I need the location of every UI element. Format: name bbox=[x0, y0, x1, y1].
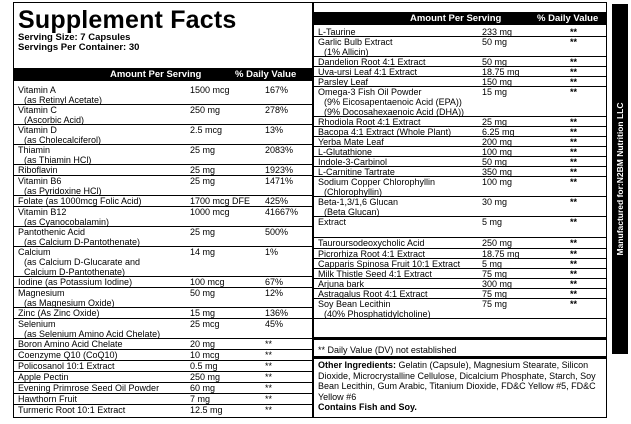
supplement-facts-right-panel bbox=[313, 2, 607, 418]
nutrient-label: Garlic Bulb Extract bbox=[318, 37, 393, 47]
nutrient-daily-value: 1% bbox=[265, 247, 279, 257]
nutrient-label: L-Glutathione bbox=[318, 147, 373, 157]
nutrient-row bbox=[14, 165, 312, 176]
nutrient-label: Sodium Copper Chlorophyllin bbox=[318, 177, 436, 187]
other-ingredients-label: Other Ingredients: bbox=[318, 360, 397, 370]
nutrient-row bbox=[14, 196, 312, 207]
nutrient-row bbox=[314, 87, 606, 117]
nutrient-amount: 15 mg bbox=[190, 308, 216, 318]
nutrient-daily-value: ** bbox=[570, 37, 578, 47]
nutrient-daily-value: ** bbox=[570, 57, 578, 67]
nutrient-amount: 25 mg bbox=[190, 227, 216, 237]
nutrient-amount: 250 mg bbox=[482, 238, 513, 248]
nutrient-label: Tauroursodeoxycholic Acid bbox=[318, 238, 425, 248]
nutrient-name bbox=[318, 279, 364, 289]
nutrient-daily-value: ** bbox=[570, 289, 578, 299]
nutrient-label: Rhodiola Root 4:1 Extract bbox=[318, 117, 421, 127]
nutrient-label: Folate (as 1000mcg Folic Acid) bbox=[18, 196, 142, 206]
nutrient-source: (as Retinyl Acetate) bbox=[24, 95, 103, 105]
nutrient-daily-value: 136% bbox=[265, 308, 289, 318]
nutrient-name bbox=[318, 259, 460, 269]
nutrient-name bbox=[318, 167, 395, 177]
allergen-statement: Contains Fish and Soy. bbox=[318, 402, 417, 412]
nutrient-daily-value: ** bbox=[265, 394, 273, 404]
nutrient-amount: 15 mg bbox=[482, 87, 508, 97]
nutrient-daily-value: 425% bbox=[265, 196, 289, 206]
nutrient-amount: 100 mcg bbox=[190, 277, 225, 287]
nutrient-daily-value: ** bbox=[265, 350, 273, 360]
nutrient-amount: 25 mcg bbox=[190, 319, 220, 329]
nutrient-amount: 350 mg bbox=[482, 167, 513, 177]
nutrient-label: Vitamin A bbox=[18, 85, 56, 95]
right-nutrient-list bbox=[314, 27, 606, 319]
nutrient-source: (as Cyanocobalamin) bbox=[24, 217, 110, 227]
nutrient-label: Bacopa 4:1 Extract (Whole Plant) bbox=[318, 127, 452, 137]
nutrient-label: Turmeric Root 10:1 Extract bbox=[18, 405, 126, 415]
nutrient-label: Vitamin B12 bbox=[18, 207, 67, 217]
nutrient-amount: 12.5 mg bbox=[190, 405, 223, 415]
nutrient-daily-value: ** bbox=[265, 372, 273, 382]
nutrient-amount: 50 mg bbox=[482, 37, 508, 47]
nutrient-amount: 1500 mcg bbox=[190, 85, 230, 95]
nutrient-row bbox=[314, 249, 606, 259]
nutrient-amount: 25 mg bbox=[190, 165, 216, 175]
daily-value-header: % Daily Value bbox=[235, 69, 297, 80]
nutrient-daily-value: 13% bbox=[265, 125, 284, 135]
nutrient-daily-value: ** bbox=[570, 249, 578, 259]
nutrient-row bbox=[314, 289, 606, 299]
nutrient-daily-value: ** bbox=[570, 157, 578, 167]
nutrient-daily-value: ** bbox=[570, 197, 578, 207]
nutrient-row bbox=[314, 238, 606, 249]
nutrient-daily-value: 1471% bbox=[265, 176, 294, 186]
nutrient-name bbox=[18, 247, 140, 277]
nutrient-name bbox=[318, 147, 372, 157]
nutrient-amount: 0.5 mg bbox=[190, 361, 218, 371]
nutrient-amount: 50 mg bbox=[482, 157, 508, 167]
nutrient-row bbox=[314, 77, 606, 87]
nutrient-row bbox=[14, 85, 312, 105]
manufacturer-text: Manufactured for:N2BM Nutrition LLC bbox=[615, 102, 625, 256]
nutrient-amount: 200 mg bbox=[482, 137, 513, 147]
thick-divider bbox=[314, 337, 606, 340]
nutrient-daily-value: ** bbox=[570, 259, 578, 269]
amount-header: Amount Per Serving bbox=[110, 69, 202, 80]
nutrient-source: (as Magnesium Oxide) bbox=[24, 298, 115, 308]
nutrient-row bbox=[314, 269, 606, 279]
nutrient-row bbox=[314, 167, 606, 177]
amount-header: Amount Per Serving bbox=[410, 13, 502, 24]
nutrient-daily-value: 41667% bbox=[265, 207, 299, 217]
nutrient-label: Yerba Mate Leaf bbox=[318, 137, 384, 147]
nutrient-daily-value: ** bbox=[570, 147, 578, 157]
nutrient-amount: 150 mg bbox=[482, 77, 513, 87]
nutrient-source: (as Cholecalciferol) bbox=[24, 135, 102, 145]
nutrient-name bbox=[318, 137, 384, 147]
nutrient-source: (as Calcium D-Pantothenate) bbox=[24, 237, 141, 247]
nutrient-daily-value: ** bbox=[265, 361, 273, 371]
nutrient-row bbox=[314, 137, 606, 147]
nutrient-daily-value: 67% bbox=[265, 277, 284, 287]
nutrient-daily-value: ** bbox=[570, 299, 578, 309]
nutrient-label: Pantothenic Acid bbox=[18, 227, 86, 237]
nutrient-name bbox=[318, 57, 426, 67]
nutrient-amount: 50 mg bbox=[482, 57, 508, 67]
nutrient-name bbox=[318, 217, 346, 227]
nutrient-row bbox=[14, 125, 312, 145]
nutrient-amount: 75 mg bbox=[482, 289, 508, 299]
supplement-facts-left-panel bbox=[13, 2, 313, 418]
dv-note: ** Daily Value (DV) not established bbox=[318, 345, 457, 355]
nutrient-label: Iodine (as Potassium Iodine) bbox=[18, 277, 133, 287]
nutrient-daily-value: 500% bbox=[265, 227, 289, 237]
nutrient-name bbox=[18, 207, 109, 227]
nutrient-row bbox=[14, 176, 312, 196]
manufacturer-bar bbox=[612, 4, 628, 354]
nutrient-daily-value: ** bbox=[570, 167, 578, 177]
nutrient-name bbox=[18, 308, 100, 318]
nutrient-source: (40% Phosphatidylcholine) bbox=[324, 309, 431, 319]
nutrient-label: Boron Amino Acid Chelate bbox=[18, 339, 123, 349]
nutrient-row bbox=[14, 361, 312, 372]
nutrient-source: (Beta Glucan) bbox=[324, 207, 380, 217]
nutrient-label: Thiamin bbox=[18, 145, 51, 155]
nutrient-daily-value: 167% bbox=[265, 85, 289, 95]
nutrient-label: Milk Thistle Seed 4:1 Extract bbox=[318, 269, 432, 279]
nutrient-label: Vitamin B6 bbox=[18, 176, 62, 186]
nutrient-amount: 75 mg bbox=[482, 299, 508, 309]
nutrient-name bbox=[18, 125, 101, 145]
nutrient-name bbox=[318, 197, 398, 217]
nutrient-name bbox=[18, 383, 159, 393]
nutrient-daily-value: 278% bbox=[265, 105, 289, 115]
nutrient-row bbox=[314, 157, 606, 167]
nutrient-row bbox=[314, 217, 606, 238]
nutrient-name bbox=[18, 394, 77, 404]
nutrient-label: Beta-1,3/1,6 Glucan bbox=[318, 197, 399, 207]
nutrient-source: (as Pyridoxine HCl) bbox=[24, 186, 102, 196]
nutrient-daily-value: ** bbox=[570, 177, 578, 187]
nutrient-row bbox=[14, 394, 312, 405]
nutrient-row bbox=[14, 277, 312, 288]
nutrient-label: L-Carnitine Tartrate bbox=[318, 167, 395, 177]
nutrient-row bbox=[314, 117, 606, 127]
nutrient-name bbox=[18, 145, 91, 165]
nutrient-name bbox=[318, 127, 451, 137]
nutrient-row bbox=[314, 177, 606, 197]
nutrient-amount: 60 mg bbox=[190, 383, 216, 393]
nutrient-daily-value: ** bbox=[570, 87, 578, 97]
nutrient-name bbox=[318, 67, 417, 77]
nutrient-row bbox=[314, 67, 606, 77]
nutrient-amount: 50 mg bbox=[190, 288, 216, 298]
nutrient-daily-value: 2083% bbox=[265, 145, 294, 155]
nutrient-name bbox=[18, 277, 132, 287]
serving-size: Serving Size: 7 Capsules bbox=[18, 32, 131, 43]
nutrient-daily-value: ** bbox=[265, 383, 273, 393]
other-ingredients-text: Gelatin (Capsule), Magnesium Stearate, Silicon Dioxide, Microcrystalline Cellulose, Dicalcium Phosphate, Starch, Soy Bean Lecithin, Gum Arabic, Titanium Dioxide, FD&C Yellow #5, FD&C Yellow #6 bbox=[318, 360, 596, 402]
nutrient-amount: 100 mg bbox=[482, 147, 513, 157]
nutrient-label: Soy Bean Lecithin bbox=[318, 299, 391, 309]
nutrient-row bbox=[14, 339, 312, 350]
nutrient-label: Policosanol 10:1 Extract bbox=[18, 361, 115, 371]
nutrient-daily-value: 12% bbox=[265, 288, 284, 298]
nutrient-label: Calcium bbox=[18, 247, 51, 257]
nutrient-daily-value: ** bbox=[570, 269, 578, 279]
nutrient-amount: 250 mg bbox=[190, 372, 221, 382]
nutrient-label: Capparis Spinosa Fruit 10:1 Extract bbox=[318, 259, 461, 269]
nutrient-name bbox=[18, 176, 102, 196]
nutrient-row bbox=[314, 279, 606, 289]
nutrient-source: (1% Allicin) bbox=[324, 47, 369, 57]
nutrient-amount: 18.75 mg bbox=[482, 67, 520, 77]
nutrient-daily-value: ** bbox=[265, 339, 273, 349]
thick-divider bbox=[314, 356, 606, 359]
nutrient-amount: 233 mg bbox=[482, 27, 513, 37]
nutrient-source: (as Calcium D-Glucarate and bbox=[24, 257, 141, 267]
nutrient-row bbox=[14, 405, 312, 418]
nutrient-label: Selenium bbox=[18, 319, 56, 329]
nutrient-source: (Ascorbic Acid) bbox=[24, 115, 85, 125]
nutrient-daily-value: ** bbox=[570, 238, 578, 248]
nutrient-name bbox=[18, 85, 102, 105]
nutrient-row bbox=[14, 105, 312, 125]
other-ingredients bbox=[318, 360, 602, 413]
nutrient-name bbox=[18, 405, 125, 415]
nutrient-daily-value: ** bbox=[570, 279, 578, 289]
nutrient-amount: 100 mg bbox=[482, 177, 513, 187]
nutrient-label: Hawthorn Fruit bbox=[18, 394, 78, 404]
nutrient-daily-value: ** bbox=[570, 137, 578, 147]
nutrient-row bbox=[14, 350, 312, 361]
nutrient-source: (Chlorophyllin) bbox=[324, 187, 383, 197]
servings-per-container: Servings Per Container: 30 bbox=[18, 42, 140, 53]
nutrient-name bbox=[318, 77, 368, 87]
nutrient-label: Apple Pectin bbox=[18, 372, 69, 382]
nutrient-name bbox=[18, 361, 115, 371]
nutrient-name bbox=[318, 289, 428, 299]
nutrient-row bbox=[14, 383, 312, 394]
nutrient-amount: 2.5 mcg bbox=[190, 125, 223, 135]
nutrient-row bbox=[14, 227, 312, 247]
nutrient-label: Picrorhiza Root 4:1 Extract bbox=[318, 249, 426, 259]
nutrient-row bbox=[14, 145, 312, 165]
right-column-header bbox=[314, 12, 606, 25]
nutrient-amount: 5 mg bbox=[482, 259, 503, 269]
nutrient-row bbox=[314, 127, 606, 137]
nutrient-row bbox=[314, 299, 606, 319]
nutrient-amount: 6.25 mg bbox=[482, 127, 515, 137]
nutrient-daily-value: 1923% bbox=[265, 165, 294, 175]
nutrient-amount: 300 mg bbox=[482, 279, 513, 289]
nutrient-source: Calcium D-Pantothenate) bbox=[24, 267, 126, 277]
nutrient-source: (as Selenium Amino Acid Chelate) bbox=[24, 329, 161, 339]
nutrient-name bbox=[318, 269, 432, 279]
nutrient-name bbox=[18, 372, 69, 382]
nutrient-amount: 7 mg bbox=[190, 394, 211, 404]
nutrient-daily-value: ** bbox=[570, 67, 578, 77]
nutrient-amount: 25 mg bbox=[482, 117, 508, 127]
nutrient-amount: 14 mg bbox=[190, 247, 216, 257]
nutrient-name bbox=[18, 319, 160, 339]
nutrient-label: Uva-ursi Leaf 4:1 Extract bbox=[318, 67, 418, 77]
nutrient-amount: 75 mg bbox=[482, 269, 508, 279]
nutrient-row bbox=[14, 288, 312, 308]
nutrient-label: Zinc (As Zinc Oxide) bbox=[18, 308, 100, 318]
nutrient-source: (9% Docosahexaenoic Acid (DHA)) bbox=[324, 107, 465, 117]
nutrient-name bbox=[18, 350, 118, 360]
nutrient-name bbox=[18, 288, 115, 308]
nutrient-amount: 1000 mcg bbox=[190, 207, 230, 217]
nutrient-label: Arjuna bark bbox=[318, 279, 365, 289]
nutrient-row bbox=[314, 57, 606, 67]
nutrient-label: Vitamin C bbox=[18, 105, 57, 115]
panel-title: Supplement Facts bbox=[18, 6, 237, 34]
nutrient-daily-value: ** bbox=[570, 217, 578, 227]
nutrient-name bbox=[318, 238, 425, 248]
nutrient-daily-value: ** bbox=[570, 127, 578, 137]
nutrient-label: L-Taurine bbox=[318, 27, 356, 37]
nutrient-amount: 25 mg bbox=[190, 176, 216, 186]
nutrient-label: Omega-3 Fish Oil Powder bbox=[318, 87, 422, 97]
daily-value-header: % Daily Value bbox=[537, 13, 599, 24]
nutrient-name bbox=[318, 177, 435, 197]
nutrient-source: (as Thiamin HCl) bbox=[24, 155, 92, 165]
nutrient-daily-value: 45% bbox=[265, 319, 284, 329]
nutrient-row bbox=[14, 207, 312, 227]
nutrient-amount: 10 mcg bbox=[190, 350, 220, 360]
nutrient-row bbox=[314, 259, 606, 269]
nutrient-label: Extract bbox=[318, 217, 347, 227]
nutrient-name bbox=[18, 105, 84, 125]
nutrient-name bbox=[318, 117, 421, 127]
nutrient-source: (9% Eicosapentaenoic Acid (EPA)) bbox=[324, 97, 462, 107]
nutrient-name bbox=[18, 339, 123, 349]
nutrient-label: Riboflavin bbox=[18, 165, 58, 175]
nutrient-label: Magnesium bbox=[18, 288, 65, 298]
nutrient-label: Parsley Leaf bbox=[318, 77, 369, 87]
nutrient-amount: 18.75 mg bbox=[482, 249, 520, 259]
nutrient-name bbox=[318, 37, 393, 57]
nutrient-label: Dandelion Root 4:1 Extract bbox=[318, 57, 426, 67]
nutrient-row bbox=[14, 372, 312, 383]
left-column-header bbox=[14, 68, 312, 81]
nutrient-amount: 5 mg bbox=[482, 217, 503, 227]
left-nutrient-list bbox=[14, 85, 312, 418]
nutrient-row bbox=[14, 319, 312, 339]
nutrient-name bbox=[18, 227, 140, 247]
nutrient-daily-value: ** bbox=[570, 27, 578, 37]
nutrient-amount: 20 mg bbox=[190, 339, 216, 349]
nutrient-label: Evening Primrose Seed Oil Powder bbox=[18, 383, 160, 393]
nutrient-label: Astragalus Root 4:1 Extract bbox=[318, 289, 428, 299]
nutrient-label: Vitamin D bbox=[18, 125, 57, 135]
nutrient-amount: 25 mg bbox=[190, 145, 216, 155]
nutrient-name bbox=[318, 27, 356, 37]
nutrient-row bbox=[314, 37, 606, 57]
nutrient-name bbox=[318, 87, 464, 117]
nutrient-label: Coenzyme Q10 (CoQ10) bbox=[18, 350, 118, 360]
nutrient-row bbox=[314, 197, 606, 217]
nutrient-row bbox=[314, 147, 606, 157]
nutrient-daily-value: ** bbox=[265, 405, 273, 415]
nutrient-daily-value: ** bbox=[570, 77, 578, 87]
nutrient-row bbox=[14, 247, 312, 277]
nutrient-row bbox=[314, 27, 606, 37]
nutrient-name bbox=[318, 299, 431, 319]
nutrient-name bbox=[18, 196, 142, 206]
nutrient-name bbox=[318, 249, 425, 259]
nutrient-amount: 30 mg bbox=[482, 197, 508, 207]
nutrient-name bbox=[318, 157, 387, 167]
nutrient-label: Indole-3-Carbinol bbox=[318, 157, 388, 167]
nutrient-row bbox=[14, 308, 312, 319]
nutrient-daily-value: ** bbox=[570, 117, 578, 127]
nutrient-amount: 250 mg bbox=[190, 105, 221, 115]
nutrient-name bbox=[18, 165, 58, 175]
nutrient-amount: 1700 mcg DFE bbox=[190, 196, 251, 206]
